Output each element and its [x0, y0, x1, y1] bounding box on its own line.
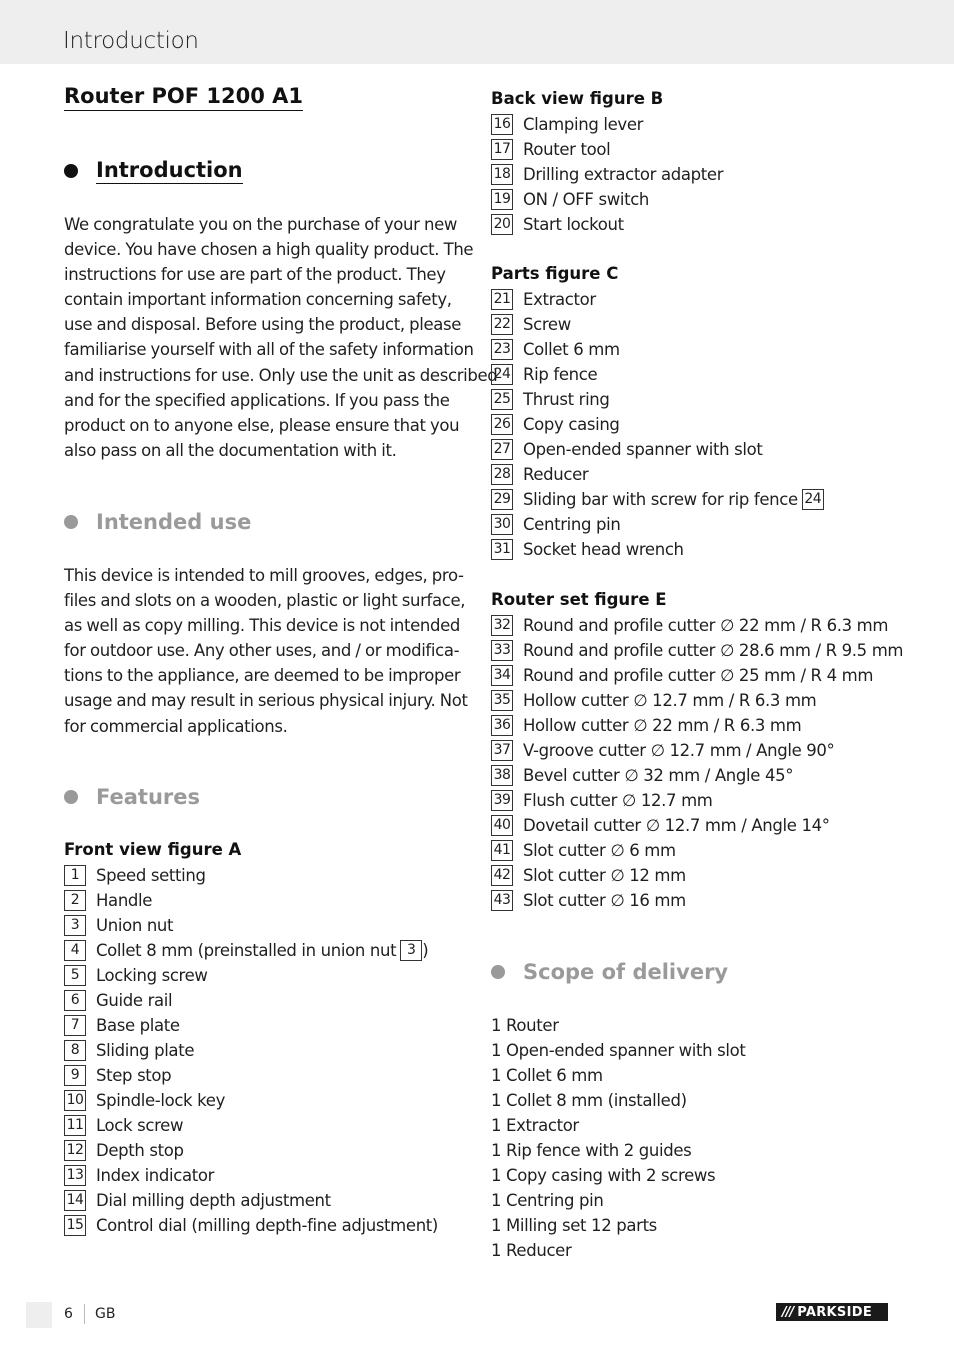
paragraph-line: also pass on all the documentation with it. — [64, 440, 397, 460]
parts-view-list — [491, 287, 824, 562]
part-list-item — [64, 1038, 438, 1063]
part-number-box: 13 — [64, 1165, 86, 1186]
part-number-box: 16 — [491, 114, 513, 135]
part-list-item — [64, 1188, 438, 1213]
part-number-box: 2 — [64, 890, 86, 911]
scope-item: 1 Rip fence with 2 guides — [491, 1141, 692, 1160]
language-code: GB — [95, 1306, 116, 1322]
part-number-box: 30 — [491, 514, 513, 535]
section-heading-text: Scope of delivery — [523, 960, 729, 984]
part-number-box: 11 — [64, 1115, 86, 1136]
router-set-list — [491, 613, 903, 913]
page-header-title: Introduction — [63, 28, 199, 54]
part-label: Slot cutter ∅ 16 mm — [523, 891, 686, 910]
router-set-heading: Router set figure E — [491, 590, 667, 609]
part-list-item — [491, 738, 903, 763]
part-label: Round and profile cutter ∅ 25 mm / R 4 mm — [523, 666, 874, 685]
part-list-item — [491, 137, 723, 162]
part-list-item — [491, 663, 903, 688]
section-heading-text: Features — [96, 785, 200, 809]
document-title: Router POF 1200 A1 — [64, 84, 303, 111]
part-number-box: 9 — [64, 1065, 86, 1086]
part-label: Drilling extractor adapter — [523, 165, 724, 184]
scope-item: 1 Collet 6 mm — [491, 1066, 603, 1085]
part-number-box: 42 — [491, 865, 513, 886]
part-list-item — [64, 1163, 438, 1188]
part-list-item — [64, 938, 438, 963]
part-list-item — [491, 462, 824, 487]
part-number-box: 27 — [491, 439, 513, 460]
part-number-box: 6 — [64, 990, 86, 1011]
part-label: Reducer — [523, 465, 589, 484]
back-view-heading: Back view figure B — [491, 89, 664, 108]
part-number-box: 35 — [491, 690, 513, 711]
paragraph-line: and for the specified applications. If you pass the — [64, 390, 450, 410]
part-number-box: 26 — [491, 414, 513, 435]
part-number-box: 38 — [491, 765, 513, 786]
paragraph-line: familiarise yourself with all of the safety information — [64, 340, 474, 360]
scope-item: 1 Reducer — [491, 1241, 572, 1260]
part-list-item — [491, 212, 723, 237]
part-label: Handle — [96, 891, 153, 910]
part-label: Round and profile cutter ∅ 28.6 mm / R 9.5 mm — [523, 641, 904, 660]
scope-item: 1 Open-ended spanner with slot — [491, 1041, 746, 1060]
paragraph-line: tions to the appliance, are deemed to be improper — [64, 666, 461, 686]
part-label: Clamping lever — [523, 115, 644, 134]
paragraph-line: device. You have chosen a high quality product. The — [64, 240, 474, 260]
part-label: Collet 8 mm (preinstalled in union nut — [96, 941, 397, 960]
part-label: Thrust ring — [523, 390, 610, 409]
scope-item: 1 Collet 8 mm (installed) — [491, 1091, 687, 1110]
paragraph-line: for outdoor use. Any other uses, and / or modifica- — [64, 641, 460, 661]
paragraph-line: usage and may result in serious physical injury. Not — [64, 691, 468, 711]
section-heading-intended-use — [64, 510, 251, 534]
part-list-item — [64, 863, 438, 888]
part-number-box: 40 — [491, 815, 513, 836]
part-label: Spindle-lock key — [96, 1091, 225, 1110]
scope-item: 1 Router — [491, 1016, 559, 1035]
part-list-item — [491, 688, 903, 713]
part-list-item — [491, 387, 824, 412]
part-number-box: 25 — [491, 389, 513, 410]
part-number-box: 24 — [491, 364, 513, 385]
part-number-box: 21 — [491, 289, 513, 310]
part-label: Hollow cutter ∅ 12.7 mm / R 6.3 mm — [523, 691, 817, 710]
part-label: Hollow cutter ∅ 22 mm / R 6.3 mm — [523, 716, 802, 735]
part-label: Step stop — [96, 1066, 172, 1085]
part-list-item — [491, 888, 903, 913]
part-list-item — [491, 813, 903, 838]
brand-slashes-icon: /// — [782, 1304, 794, 1320]
part-list-item — [491, 788, 903, 813]
page-number: 6 — [64, 1306, 73, 1322]
part-label: Rip fence — [523, 365, 598, 384]
part-number-box: 33 — [491, 640, 513, 661]
part-list-item — [491, 337, 824, 362]
part-label: Depth stop — [96, 1141, 184, 1160]
part-label: Control dial (milling depth-fine adjustment) — [96, 1216, 439, 1235]
paragraph-line: product on to anyone else, please ensure that you — [64, 415, 460, 435]
bullet-icon — [64, 515, 78, 529]
paragraph-line: use and disposal. Before using the product, please — [64, 315, 462, 335]
paragraph-line: as well as copy milling. This device is not intended — [64, 616, 461, 636]
section-heading-scope — [491, 960, 728, 984]
part-label: Guide rail — [96, 991, 173, 1010]
section-heading-introduction — [64, 158, 243, 184]
section-heading-features — [64, 785, 200, 809]
part-list-item — [491, 412, 824, 437]
part-label: Copy casing — [523, 415, 620, 434]
part-list-item — [491, 838, 903, 863]
intended-use-paragraph — [64, 563, 468, 739]
bullet-icon — [64, 164, 78, 178]
parkside-logo — [776, 1303, 888, 1321]
introduction-paragraph — [64, 212, 497, 463]
bullet-icon — [491, 965, 505, 979]
part-label: Sliding bar with screw for rip fence — [523, 490, 798, 509]
part-number-box: 28 — [491, 464, 513, 485]
part-label: ON / OFF switch — [523, 190, 650, 209]
scope-item: 1 Extractor — [491, 1116, 579, 1135]
part-list-item — [491, 512, 824, 537]
part-number-box: 39 — [491, 790, 513, 811]
part-list-item — [491, 613, 903, 638]
part-reference-box: 24 — [802, 489, 824, 510]
part-label: V-groove cutter ∅ 12.7 mm / Angle 90° — [523, 741, 835, 760]
part-label: Dovetail cutter ∅ 12.7 mm / Angle 14° — [523, 816, 830, 835]
part-list-item — [64, 1013, 438, 1038]
part-list-item — [64, 888, 438, 913]
part-number-box: 18 — [491, 164, 513, 185]
part-number-box: 41 — [491, 840, 513, 861]
part-number-box: 36 — [491, 715, 513, 736]
footer-tab-marker — [26, 1302, 52, 1328]
part-label-suffix: ) — [422, 941, 429, 960]
part-list-item — [491, 287, 824, 312]
part-number-box: 32 — [491, 615, 513, 636]
parts-view-heading: Parts figure C — [491, 264, 619, 283]
part-list-item — [491, 763, 903, 788]
part-number-box: 17 — [491, 139, 513, 160]
front-view-parts-list — [64, 863, 438, 1238]
part-number-box: 3 — [64, 915, 86, 936]
part-list-item — [64, 1063, 438, 1088]
part-number-box: 12 — [64, 1140, 86, 1161]
part-label: Dial milling depth adjustment — [96, 1191, 331, 1210]
part-label: Centring pin — [523, 515, 621, 534]
part-list-item — [491, 187, 723, 212]
part-label: Speed setting — [96, 866, 206, 885]
part-number-box: 10 — [64, 1090, 86, 1111]
part-list-item — [491, 713, 903, 738]
brand-name: PARKSIDE — [797, 1304, 873, 1320]
part-label: Flush cutter ∅ 12.7 mm — [523, 791, 713, 810]
part-number-box: 31 — [491, 539, 513, 560]
part-number-box: 37 — [491, 740, 513, 761]
part-number-box: 8 — [64, 1040, 86, 1061]
part-label: Sliding plate — [96, 1041, 195, 1060]
part-label: Lock screw — [96, 1116, 184, 1135]
part-label: Open-ended spanner with slot — [523, 440, 763, 459]
part-number-box: 14 — [64, 1190, 86, 1211]
part-label: Round and profile cutter ∅ 22 mm / R 6.3 mm — [523, 616, 889, 635]
front-view-heading: Front view figure A — [64, 840, 242, 859]
part-list-item — [64, 913, 438, 938]
part-label: Locking screw — [96, 966, 208, 985]
paragraph-line: and instructions for use. Only use the unit as described — [64, 365, 498, 385]
part-label: Union nut — [96, 916, 174, 935]
part-number-box: 43 — [491, 890, 513, 911]
part-label: Extractor — [523, 290, 596, 309]
paragraph-line: contain important information concerning safety, — [64, 290, 452, 310]
part-label: Screw — [523, 315, 571, 334]
part-list-item — [491, 487, 824, 512]
part-number-box: 23 — [491, 339, 513, 360]
part-label: Slot cutter ∅ 6 mm — [523, 841, 676, 860]
part-list-item — [64, 1088, 438, 1113]
paragraph-line: files and slots on a wooden, plastic or light surface, — [64, 591, 466, 611]
part-label: Base plate — [96, 1016, 180, 1035]
part-list-item — [491, 863, 903, 888]
part-label: Router tool — [523, 140, 611, 159]
bullet-icon — [64, 790, 78, 804]
part-number-box: 1 — [64, 865, 86, 886]
part-list-item — [491, 638, 903, 663]
part-list-item — [491, 537, 824, 562]
paragraph-line: We congratulate you on the purchase of your new — [64, 215, 458, 234]
paragraph-line: instructions for use are part of the product. They — [64, 265, 446, 285]
part-number-box: 7 — [64, 1015, 86, 1036]
paragraph-line: This device is intended to mill grooves, edges, pro- — [64, 566, 464, 585]
part-list-item — [491, 362, 824, 387]
part-list-item — [64, 1113, 438, 1138]
part-list-item — [491, 162, 723, 187]
part-reference-box: 3 — [400, 940, 422, 961]
part-number-box: 15 — [64, 1215, 86, 1236]
part-number-box: 20 — [491, 214, 513, 235]
part-list-item — [491, 437, 824, 462]
part-list-item — [64, 988, 438, 1013]
part-number-box: 5 — [64, 965, 86, 986]
part-label: Collet 6 mm — [523, 340, 620, 359]
scope-item: 1 Milling set 12 parts — [491, 1216, 657, 1235]
section-heading-text: Intended use — [96, 510, 252, 534]
part-list-item — [64, 1138, 438, 1163]
part-label: Bevel cutter ∅ 32 mm / Angle 45° — [523, 766, 794, 785]
part-number-box: 19 — [491, 189, 513, 210]
part-list-item — [491, 112, 723, 137]
part-number-box: 4 — [64, 940, 86, 961]
scope-item: 1 Centring pin — [491, 1191, 604, 1210]
part-number-box: 22 — [491, 314, 513, 335]
part-label: Socket head wrench — [523, 540, 684, 559]
scope-of-delivery-list — [491, 1013, 746, 1263]
part-number-box: 29 — [491, 489, 513, 510]
part-label: Slot cutter ∅ 12 mm — [523, 866, 686, 885]
scope-item: 1 Copy casing with 2 screws — [491, 1166, 716, 1185]
part-list-item — [491, 312, 824, 337]
part-label: Start lockout — [523, 215, 624, 234]
footer-divider — [84, 1304, 85, 1324]
paragraph-line: for commercial applications. — [64, 716, 288, 736]
section-heading-text: Introduction — [96, 158, 243, 182]
part-number-box: 34 — [491, 665, 513, 686]
part-list-item — [64, 963, 438, 988]
back-view-parts-list — [491, 112, 723, 237]
part-label: Index indicator — [96, 1166, 215, 1185]
part-list-item — [64, 1213, 438, 1238]
